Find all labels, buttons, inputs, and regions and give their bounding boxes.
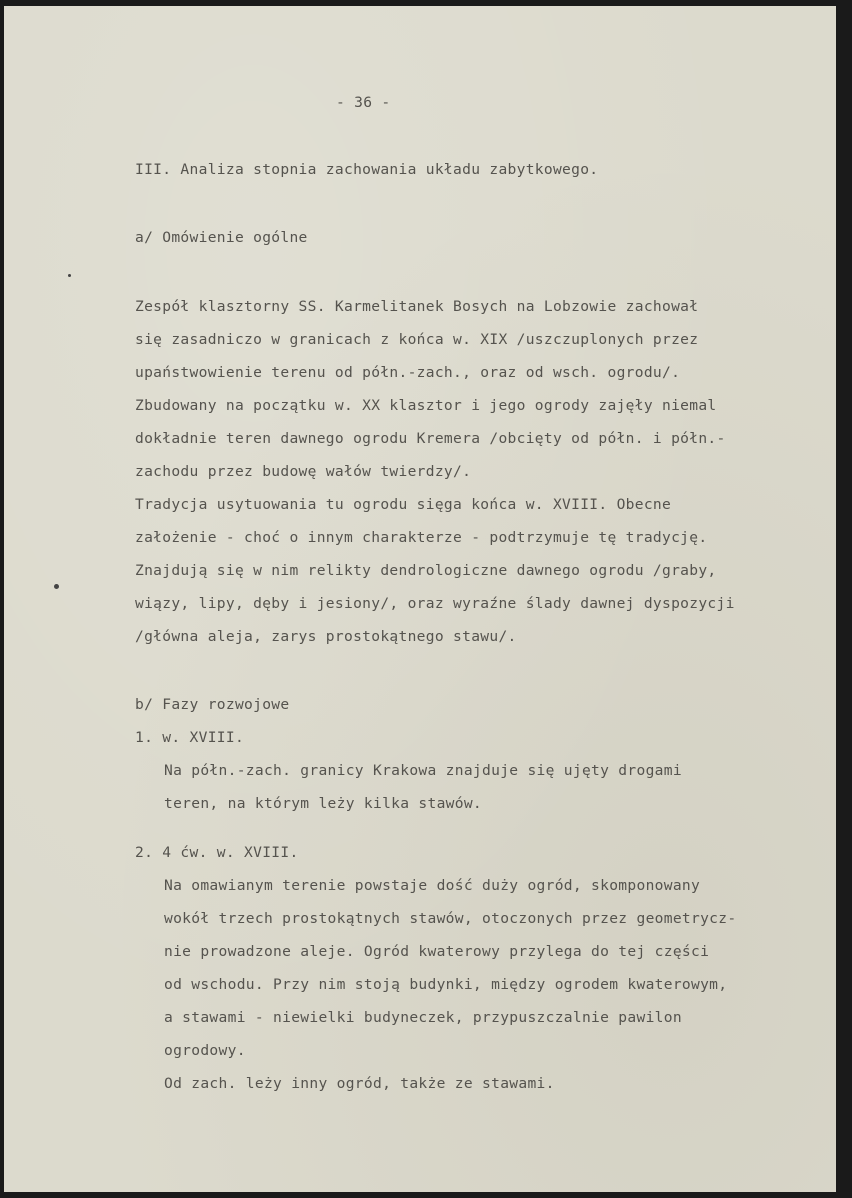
paragraph-line: założenie - choć o innym charakterze - podtrzymuje tę tradycję.: [135, 529, 708, 546]
paragraph-line: zachodu przez budowę wałów twierdzy/.: [135, 463, 472, 480]
paragraph-line: Zbudowany na początku w. XX klasztor i jego ogrody zajęły niemal: [135, 397, 717, 414]
phase-heading: 2. 4 ćw. w. XVIII.: [135, 844, 299, 861]
phase-line: a stawami - niewielki budyneczek, przypuszczalnie pawilon: [164, 1009, 682, 1026]
phase-line: Na omawianym terenie powstaje dość duży ogród, skomponowany: [164, 877, 701, 894]
phase-line: teren, na którym leży kilka stawów.: [164, 795, 483, 812]
document-page: [4, 6, 836, 1192]
section-title: III. Analiza stopnia zachowania układu zabytkowego.: [135, 161, 599, 178]
phase-line: Od zach. leży inny ogród, także ze stawami.: [164, 1075, 555, 1092]
paragraph-line: Tradycja usytuowania tu ogrodu sięga końca w. XVIII. Obecne: [135, 496, 672, 513]
subsection-a-label: a/ Omówienie ogólne: [135, 229, 308, 246]
phase-line: od wschodu. Przy nim stoją budynki, między ogrodem kwaterowym,: [164, 976, 728, 993]
binder-hole-mark: [54, 584, 59, 589]
speck-mark: [68, 274, 71, 277]
paragraph-line: Znajdują się w nim relikty dendrologiczne dawnego ogrodu /graby,: [135, 562, 717, 579]
paragraph-line: wiązy, lipy, dęby i jesiony/, oraz wyraźne ślady dawnej dyspozycji: [135, 595, 735, 612]
phase-line: Na półn.-zach. granicy Krakowa znajduje się ujęty drogami: [164, 762, 682, 779]
paragraph-line: /główna aleja, zarys prostokątnego stawu/.: [135, 628, 517, 645]
phase-line: wokół trzech prostokątnych stawów, otoczonych przez geometrycz-: [164, 910, 737, 927]
paragraph-line: dokładnie teren dawnego ogrodu Kremera /obcięty od półn. i półn.-: [135, 430, 726, 447]
page-number: - 36 -: [336, 94, 391, 111]
paragraph-line: się zasadniczo w granicach z końca w. XIX /uszczuplonych przez: [135, 331, 699, 348]
paragraph-line: Zespół klasztorny SS. Karmelitanek Bosych na Lobzowie zachował: [135, 298, 699, 315]
phase-line: ogrodowy.: [164, 1042, 246, 1059]
phase-line: nie prowadzone aleje. Ogród kwaterowy przylega do tej części: [164, 943, 710, 960]
phase-heading: 1. w. XVIII.: [135, 729, 245, 746]
paragraph-line: upaństwowienie terenu od półn.-zach., oraz od wsch. ogrodu/.: [135, 364, 681, 381]
subsection-b-label: b/ Fazy rozwojowe: [135, 696, 290, 713]
